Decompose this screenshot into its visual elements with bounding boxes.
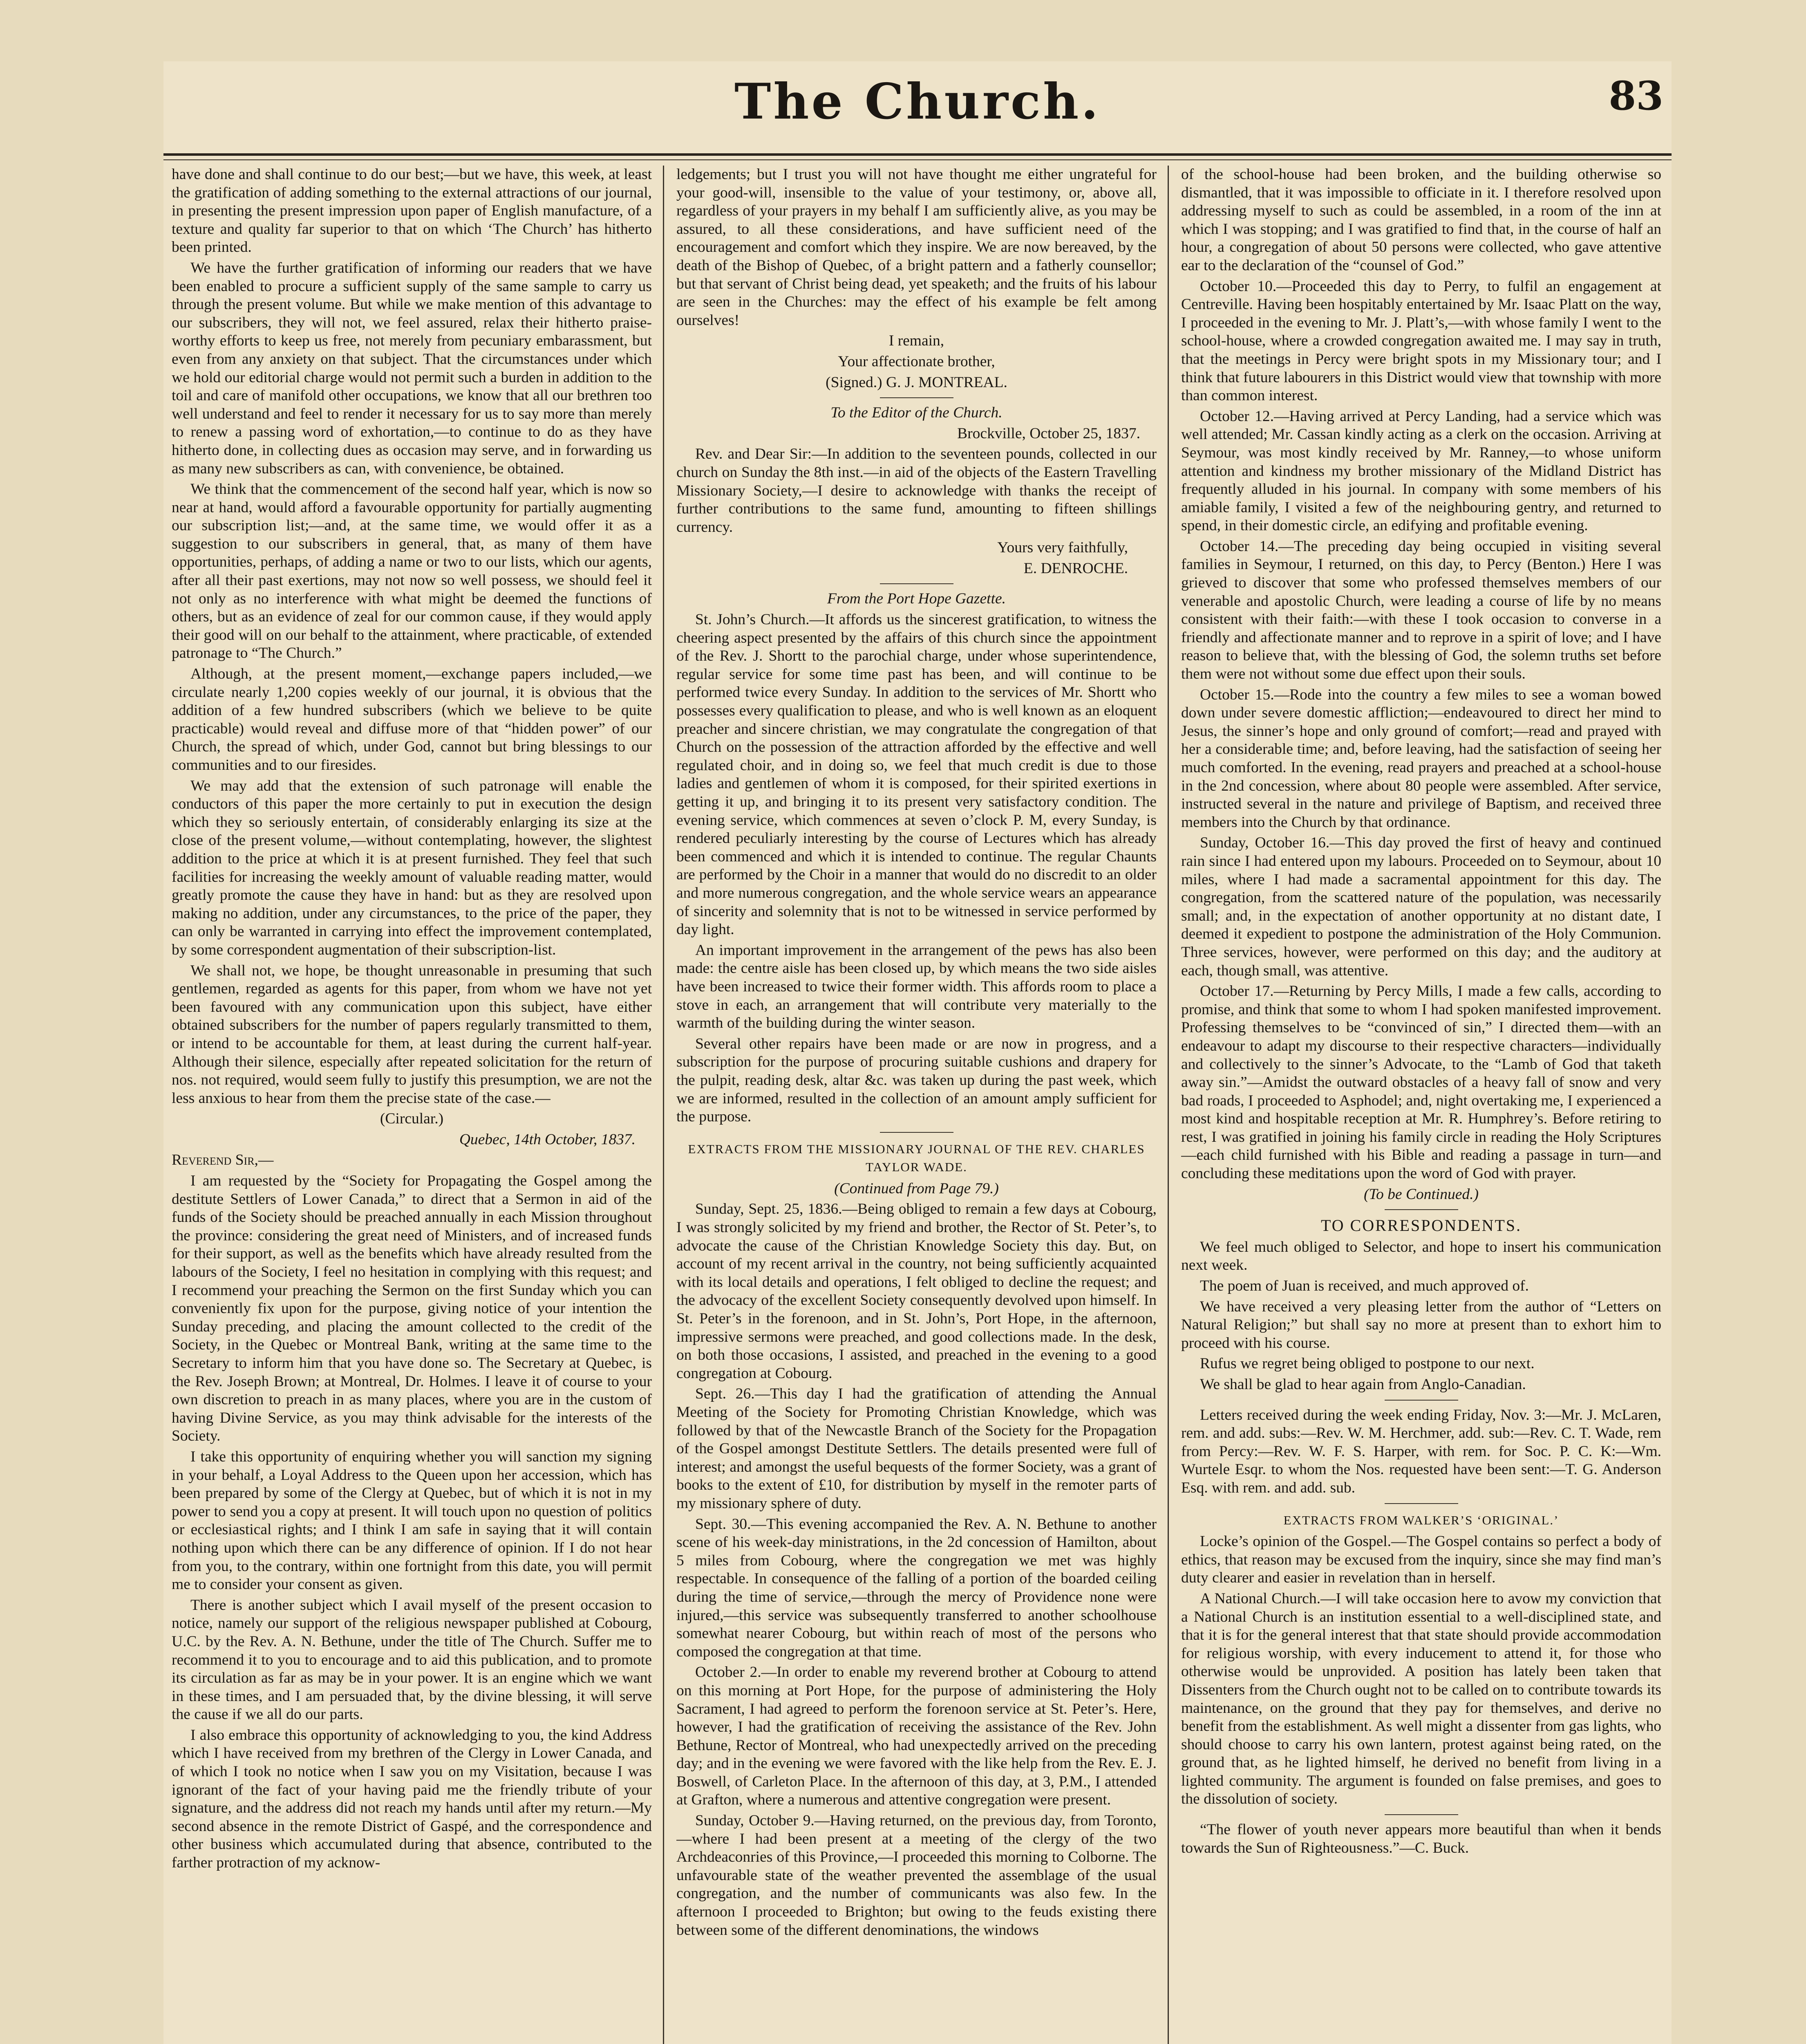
paragraph: of the school-house had been broken, and the building otherwise so dismantled, that it was impossible to officiate in it. I therefore resolved upon addressing myself to such as could be assembled, in a room of the inn at which I was stopping; and I was gratified to find that, in the course of half an hour, a congregation of about 50 persons were collected, who gave attentive ear to the declaration of the “counsel of God.”: [1181, 166, 1661, 274]
paragraph: I am requested by the “Society for Propagating the Gospel among the destitute Settlers of Lower Canada,” to direct that a Sermon in aid of the funds of the Society should be preached annually in each Mission throughout the province: considering the great need of Ministers, and of increased funds for their support, as well as the benefits which have already resulted from the labours of the Society, I feel no hesitation in complying with this request; and I recommend your preaching the Sermon on the first Sunday which you can conveniently fix upon for the purpose, giving notice of your intention the Sunday preceding, and placing the amount collected to the credit of the Society, in the Quebec or Montreal Bank, writing at the same time to the Secretary to inform him that you have done so. The Secretary at Quebec, is the Rev. Joseph Brown; at Montreal, Dr. Holmes. I leave it of course to your own discretion to preach in as many places, where you are in the custom of having Divine Service, as you may think advisable for the interests of the Society.: [172, 1172, 652, 1445]
paragraph: We shall not, we hope, be thought unreasonable in presuming that such gentlemen, regarded as agents for this paper, from whom we have not yet been favoured with any communication upon this subject, have either obtained subscribers for the number of papers regularly transmitted to them, or intend to be accountable for them, at least during the current half-year. Although their silence, especially after repeated solicitation for the return of nos. not required, would seem fully to justify this presumption, we are not the less anxious to hear from them the precise state of the case.—: [172, 962, 652, 1107]
section-rule: [880, 1132, 953, 1133]
section-rule: [880, 397, 953, 398]
section-rule: [880, 583, 953, 584]
paragraph: October 15.—Rode into the country a few miles to see a woman bowed down under severe domestic affliction;—endeavoured to direct her mind to Jesus, the sinner’s hope and only ground of comfort;—read and prayed with her a considerable time; and, before leaving, had the satisfaction of seeing her much comforted. In the evening, read prayers and preached at a school-house in the 2nd concession, where about 80 people were assembled. After service, instructed several in the nature and privilege of Baptism, and received three members into the Church by that ordinance.: [1181, 686, 1661, 831]
paragraph: I also embrace this opportunity of acknowledging to you, the kind Address which I have received from my brethren of the Clergy in Lower Canada, and of which I took no notice when I saw you on my Visitation, because I was ignorant of the fact of your having paid me the friendly tribute of your signature, and the address did not reach my hands until after my return.—My second absence in the remote District of Gaspé, and the correspondence and other business which accumulated during that absence, contributed to the farther protraction of my acknow-: [172, 1726, 652, 1871]
closing-line: Your affectionate brother,: [838, 353, 995, 370]
paragraph: Rev. and Dear Sir:—In addition to the seventeen pounds, collected in our church on Sunday the 8th inst.—in aid of the objects of the Eastern Travelling Missionary Society,—I desire to acknowledge with thanks the receipt of further contributions to the same fund, amounting to fifteen shillings currency.: [676, 446, 1157, 536]
letter-heading: To the Editor of the Church.: [830, 404, 1003, 421]
source-line: From the Port Hope Gazette.: [827, 590, 1006, 607]
masthead-title: The Church.: [734, 73, 1101, 130]
paragraph: We may add that the extension of such patronage will enable the conductors of this paper the more certainly to put in execution the design which they so seriously entertain, of considerably enlarging its size at the close of the present volume,—without contemplating, however, the slightest addition to the price at which it is at present furnished. They feel that such facilities for increasing the weekly amount of valuable reading matter, would greatly promote the cause they have in hand: but as they are resolved upon making no addition, under any circumstances, to the price of the paper, they can only be warranted in carrying into effect the improvement contemplated, by some correspondent augmentation of their subscription-list.: [172, 777, 652, 958]
paragraph: October 2.—In order to enable my reverend brother at Cobourg to attend on this morning at Port Hope, for the purpose of administering the Holy Sacrament, I had agreed to perform the forenoon service at St. Peter’s. Here, however, I had the gratification of receiving the assistance of the Rev. John Bethune, Rector of Montreal, who had unexpectedly arrived on the preceding day; and in the evening we were favored with the like help from the Rev. E. J. Boswell, of Carleton Place. In the afternoon of this day, at 3, P.M., I attended at Grafton, where a numerous and attentive congregation were present.: [676, 1664, 1157, 1809]
paragraph: Locke’s opinion of the Gospel.—The Gospel contains so perfect a body of ethics, that reason may be excused from the inquiry, since she may find man’s duty clearer and easier in revelation than in herself.: [1181, 1533, 1661, 1587]
masthead-rule-thin: [163, 159, 1672, 160]
paragraph: We think that the commencement of the second half year, which is now so near at hand, would afford a favourable opportunity for partially augmenting our subscription list;—and, at the same time, we would offer it as a suggestion to our subscribers in general, that, as many of them have opportunities, perhaps, of adding a name or two to our lists, which our agents, after all their past exertions, may not now so well possess, we should feel it not only as no interference with what might be deemed the functions of others, but as an evidence of zeal for our common cause, if they would apply their good will on our behalf to the attainment, where practicable, of extended patronage to “The Church.”: [172, 481, 652, 662]
paragraph: St. John’s Church.—It affords us the sincerest gratification, to witness the cheering aspect presented by the affairs of this church since the appointment of the Rev. J. Shortt to the parochial charge, under whose superintendence, regular service for some time past has been, and will continue to be performed twice every Sunday. In addition to the services of Mr. Shortt who possesses every qualification to please, and who is well known as an eloquent preacher and sincere christian, we may congratulate the congregation of that Church on the possession of the attraction afforded by the effective and well regulated choir, and in doing so, we feel that much credit is due to those ladies and gentlemen of whom it is composed, for their spirited exertions in getting it up, and bringing it to its present very satisfactory condition. The evening service, which commences at seven o’clock P. M, every Sunday, is rendered peculiarly interesting by the course of Lectures which has already been commenced and which it is intended to continue. The regular Chaunts are performed by the Choir in a manner that would do no discredit to an older and more numerous congregation, and the whole service wears an appearance of sincerity and solemnity that is not to be witnessed in service performed by day light.: [676, 611, 1157, 938]
paragraph: A National Church.—I will take occasion here to avow my conviction that a National Church is an institution essential to a well-disciplined state, and that it is for the general interest that that state should provide accommodation for religious worship, with every inducement to attend it, for those who otherwise would be unprovided. A position has lately been taken that Dissenters from the Church ought not to be called on to contribute towards its maintenance, on the ground that they pay for themselves, and derive no benefit from the establishment. As well might a dissenter from gas lights, who should choose to carry his own lantern, protest against being rated, on the ground that, as he lighted himself, he derived no benefit from living in a lighted community. The argument is founded on false premises, and goes to the dissolution of society.: [1181, 1590, 1661, 1808]
paragraph: October 17.—Returning by Percy Mills, I made a few calls, according to promise, and think that some to whom I had spoken manifested improvement. Professing themselves to be “convinced of sin,” I directed them—with an endeavour to adapt my discourse to their respective characters—individually and collectively to the sinner’s Advocate, to the “Lamb of God that taketh away sin.”—Amidst the outward obstacles of a heavy fall of snow and very bad roads, I proceeded to Asphodel; and, night overtaking me, I experienced a most kind and hospitable reception at Mr. R. Humphrey’s. Before retiring to rest, I was gratified in joining his family circle in reading the Holy Scriptures—each child furnished with his Bible and reading a passage in turn—and concluding these meditations upon the word of God with prayer.: [1181, 983, 1661, 1182]
paragraph: There is another subject which I avail myself of the present occasion to notice, namely our support of the religious newspaper published at Cobourg, U.C. by the Rev. A. N. Bethune, under the title of The Church. Suffer me to recommend it to you to encourage and to aid this publication, and to promote its circulation as far as may be in your power. It is an engine which we want in these times, and I am persuaded that, by the divine blessing, it will serve the cause if we all do our parts.: [172, 1596, 652, 1723]
signature: E. DENROCHE.: [1023, 560, 1128, 577]
paragraph: We shall be glad to hear again from Anglo-Canadian.: [1200, 1376, 1526, 1393]
paragraph: Rufus we regret being obliged to postpone to our next.: [1200, 1355, 1535, 1372]
signature: (Signed.) G. J. MONTREAL.: [826, 374, 1007, 391]
paragraph: Sunday, October 9.—Having returned, on the previous day, from Toronto,—where I had been present at a meeting of the clergy of the two Archdeaconries of this Province,—I proceeded this morning to Colborne. The unfavourable state of the weather prevented the assemblage of the usual congregation, and the number of communicants was also few. In the afternoon I proceeded to Brighton; but owing to the feuds existing there between some of the different denominations, the windows: [676, 1812, 1157, 1939]
paragraph: October 12.—Having arrived at Percy Landing, had a service which was well attended; Mr. Cassan kindly acting as a clerk on the occasion. Arriving at Seymour, was most kindly received by Mr. Ranney,—to whose uniform attention and kindness my brother missionary of the Midland District has frequently alluded in his journal. In company with some members of his amiable family, I visited a few of the neighbouring gentry, and returned to spend, in their domestic circle, an edifying and profitable evening.: [1181, 408, 1661, 534]
salutation: Reverend Sir,—: [172, 1152, 274, 1169]
section-rule: [1385, 1814, 1458, 1815]
paragraph: Letters received during the week ending Friday, Nov. 3:—Mr. J. McLaren, rem. and add. subs:—Rev. W. M. Herchmer, add. sub:—Rev. C. T. Wade, rem from Percy:—Rev. W. F. S. Harper, with rem. for Soc. P. C. K:—Wm. Wurtele Esqr. to whom the Nos. requested have been sent:—T. G. Anderson Esq. with rem. and add. sub.: [1181, 1406, 1661, 1496]
paragraph: ledgements; but I trust you will not have thought me either ungrateful for your good-will, insensible to the value of your testimony, or, above all, regardless of your prayers in my behalf I am sufficiently alive, as you may be assured, to all these considerations, and have sufficient need of the encouragement and comfort which they inspire. We are now bereaved, by the death of the Bishop of Quebec, of a bright pattern and a fatherly counsellor; but that servant of Christ being dead, yet speaketh; and the fruits of his labour are seen in the Churches: may the effect of his example be felt among ourselves!: [676, 166, 1157, 329]
paragraph: An important improvement in the arrangement of the pews has also been made: the centre aisle has been closed up, by which means the two side aisles have been increased to twice their former width. This affords room to place a stove in each, an arrangement that will contribute very materially to the warmth of the building during the winter season.: [676, 941, 1157, 1032]
paragraph: Sept. 26.—This day I had the gratification of attending the Annual Meeting of the Society for Promoting Christian Knowledge, which was followed by that of the Newcastle Branch of the Society for the Propagation of the Gospel amongst Destitute Settlers. The details presented were full of interest; and amongst the useful bequests of the former Society, was a grant of books to the extent of £10, for distribution by myself in the remoter parts of my missionary sphere of duty.: [676, 1385, 1157, 1512]
section-rule: [1385, 1503, 1458, 1504]
column-3: [1181, 166, 1661, 2044]
paragraph: Sept. 30.—This evening accompanied the Rev. A. N. Bethune to another scene of his week-day ministrations, in the 2d concession of Hamilton, about 5 miles from Cobourg, where the congregation we met was highly respectable. In consequence of the falling of a portion of the boarded ceiling during the time of service,—through the mercy of Providence none were injured,—this service was subsequently transferred to another schoolhouse somewhat nearer Cobourg, but within reach of most of the persons who composed the congregation at that time.: [676, 1515, 1157, 1660]
section-heading: EXTRACTS FROM THE MISSIONARY JOURNAL OF THE REV. CHARLES TAYLOR WADE.: [688, 1141, 1145, 1174]
paragraph: I take this opportunity of enquiring whether you will sanction my signing in your behalf, a Loyal Address to the Queen upon her accession, which has been prepared by some of the Clergy at Quebec, but of which it is not in my power to send you a copy at present. It will touch upon no question of politics or ecclesiastical rights; and I think I am safe in saying that it will contain nothing upon which there can be any difference of opinion. If I do not hear from you, to the contrary, within one fortnight from this date, you will permit me to consider your consent as given.: [172, 1448, 652, 1593]
paragraph: Sunday, Sept. 25, 1836.—Being obliged to remain a few days at Cobourg, I was strongly solicited by my friend and brother, the Rector of St. Peter’s, to advocate the cause of the Christian Knowledge Society this day. But, on account of my recent arrival in the country, not being sufficiently acquainted with its local details and operations, I felt obliged to decline the request; and the advocacy of the excellent Society consequently devolved upon himself. In St. Peter’s in the forenoon, and in St. John’s, Port Hope, in the afternoon, impressive sermons were preached, and good collections made. In the desk, on both those occasions, I assisted, and preached in the evening to a good congregation at Cobourg.: [676, 1201, 1157, 1382]
to-be-continued: (To be Continued.): [1364, 1186, 1479, 1203]
circular-heading: (Circular.): [380, 1110, 444, 1127]
column-2: [676, 166, 1157, 2044]
closing-line: I remain,: [888, 332, 944, 350]
dateline: Brockville, October 25, 1837.: [957, 425, 1140, 442]
closing-line: Yours very faithfully,: [997, 539, 1128, 556]
continued-note: (Continued from Page 79.): [834, 1180, 999, 1197]
paragraph: October 14.—The preceding day being occupied in visiting several families in Seymour, I returned, on this day, to Percy (Benton.) Here I was grieved to discover that some who professed themselves members of our venerable and apostolic Church, were leading a course of life by no means consistent with their faith:—with these I took occasion to converse in a friendly and affectionate manner and to reprove in a spirit of love; and I have reason to believe that, with the blessing of God, the solemn truths set before them were not without some due effect upon their souls.: [1181, 538, 1661, 683]
masthead-rule: [163, 153, 1672, 156]
section-heading: EXTRACTS FROM WALKER’S ‘ORIGINAL.’: [1283, 1513, 1559, 1527]
paragraph: We have received a very pleasing letter from the author of “Letters on Natural Religion;” but shall say no more at present than to exhort him to proceed with his course.: [1181, 1298, 1661, 1351]
column-divider: [663, 166, 664, 2044]
paragraph: We have the further gratification of informing our readers that we have been enabled to procure a sufficient supply of the same sample to carry us through the present volume. But while we make mention of this advantage to our subscribers, they will not, we feel assured, relax their hitherto praise-worthy efforts to keep us free, not merely from pecuniary embarassment, but even from any anxiety on that subject. That the circumstances under which we hold our editorial charge would not permit such a burden in addition to the toil and care of manifold other occupations, we know that all our brethren too well understand and feel to render it necessary for us to say more than merely to renew a passing word of exhortation,—to continue to do as they have hitherto done, in collecting dues as occasion may serve, and in forwarding us as many new subscribers as can, with convenience, be obtained.: [172, 259, 652, 477]
paragraph: have done and shall continue to do our best;—but we have, this week, at least the gratification of adding something to the external attractions of our journal, in presenting the present impression upon paper of English manufacture, of a texture and quality far superior to that on which ‘The Church’ has hitherto been printed.: [172, 166, 652, 256]
paragraph: October 10.—Proceeded this day to Perry, to fulfil an engagement at Centreville. Having been hospitably entertained by Mr. Isaac Platt on the way, I proceeded in the evening to Mr. J. Platt’s,—with whose family I went to the school-house, where a crowded congregation awaited me. I may say in truth, that the meetings in Percy were bright spots in my Missionary tour; and I think that future labourers in this District would view that township with more than common interest.: [1181, 278, 1661, 404]
page-number: 83: [1609, 73, 1663, 119]
section-heading: TO CORRESPONDENTS.: [1320, 1216, 1522, 1235]
masthead: [163, 61, 1672, 168]
dateline: Quebec, 14th October, 1837.: [459, 1131, 636, 1148]
paragraph: Several other repairs have been made or are now in progress, and a subscription for the purpose of procuring suitable cushions and drapery for the pulpit, reading desk, altar &c. was taken up during the past week, which we are informed, resulted in the collection of an amount amply sufficient for the purpose.: [676, 1035, 1157, 1125]
section-rule: [1385, 1209, 1458, 1210]
paragraph: Sunday, October 16.—This day proved the first of heavy and continued rain since I had entered upon my labours. Proceeded on to Seymour, about 10 miles, where I had made a sacramental appointment for this day. The congregation, from the scattered nature of the population, was necessarily small; and, in the expectation of another opportunity at no distant date, I deemed it expedient to postpone the administration of the Holy Communion. Three services, however, were performed on this day; and the auditory at each, though small, was attentive.: [1181, 834, 1661, 979]
paragraph: Although, at the present moment,—exchange papers included,—we circulate nearly 1,200 copies weekly of our journal, it is obvious that the addition of a few hundred subscribers (which we believe to be quite practicable) would reveal and diffuse more of that “hidden power” of our Church, the spread of which, under God, cannot but bring blessings to our communities and to our firesides.: [172, 666, 652, 773]
newspaper-page: [163, 61, 1672, 2044]
paragraph: “The flower of youth never appears more beautiful than when it bends towards the Sun of Righteousness.”—C. Buck.: [1181, 1821, 1661, 1856]
section-rule: [1385, 1400, 1458, 1401]
paragraph: The poem of Juan is received, and much approved of.: [1200, 1278, 1529, 1295]
paragraph: We feel much obliged to Selector, and hope to insert his communication next week.: [1181, 1238, 1661, 1274]
column-1: [172, 166, 652, 2044]
column-divider: [1168, 166, 1169, 2044]
